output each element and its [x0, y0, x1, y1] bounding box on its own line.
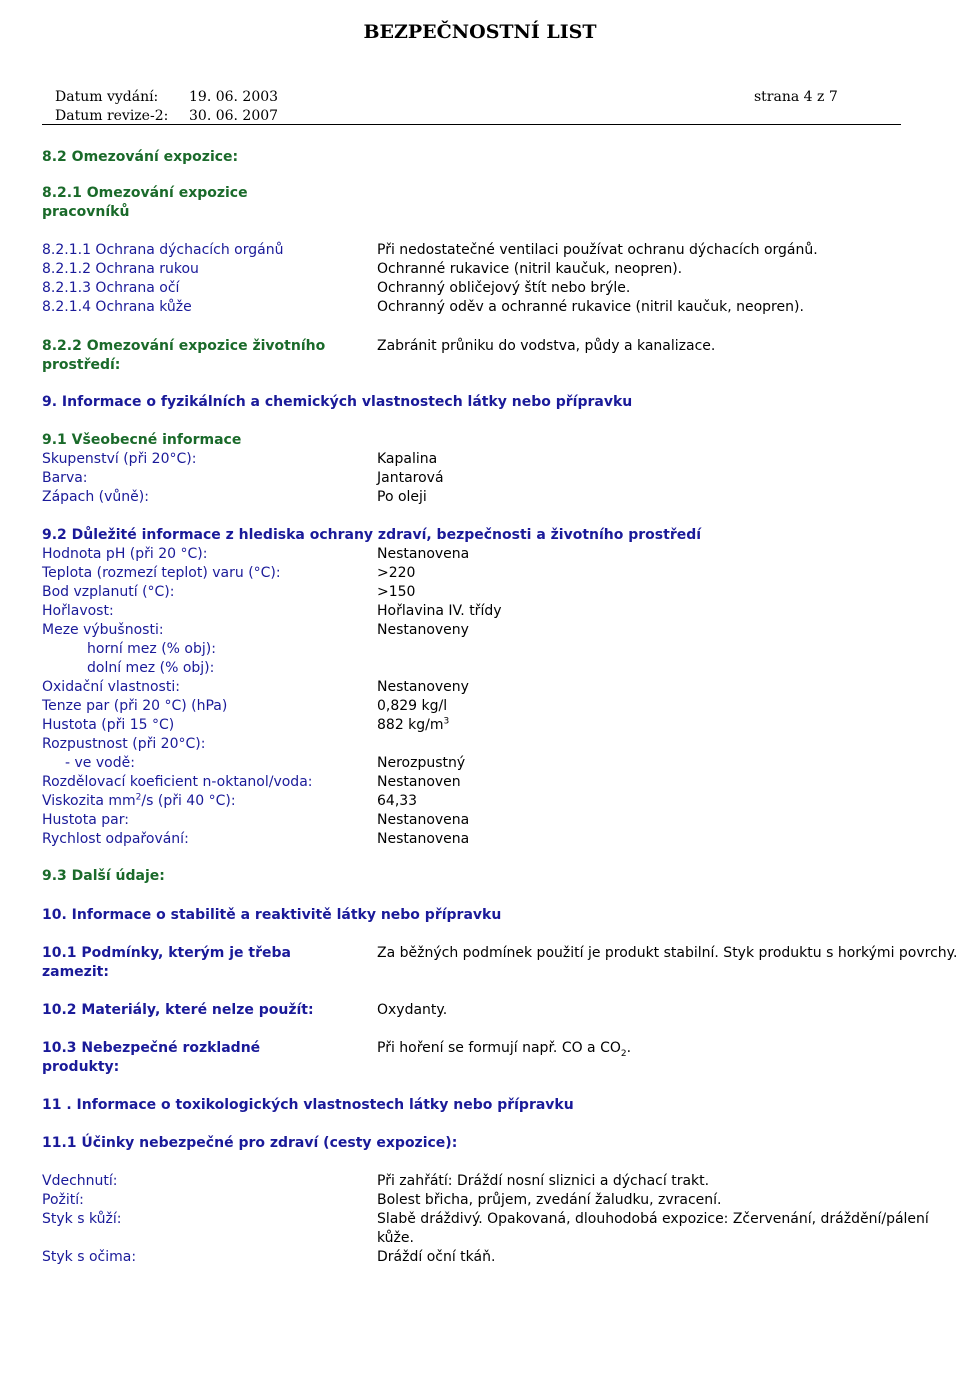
protection-label: 8.2.1.2 Ochrana rukou: [42, 261, 199, 277]
property-label: Rozpustnost (při 20°C):: [42, 736, 206, 752]
general-info-value: Kapalina: [377, 451, 438, 467]
health-effect-value: kůže.: [377, 1230, 414, 1246]
protection-value: Při nedostatečné ventilaci používat ochranu dýchacích orgánů.: [377, 242, 818, 258]
property-label: dolní mez (% obj):: [87, 660, 215, 676]
section-10-1-label-cont: zamezit:: [42, 964, 109, 980]
section-8-2-1-heading-cont: pracovníků: [42, 204, 130, 220]
property-label: Meze výbušnosti:: [42, 622, 164, 638]
general-info-value: Jantarová: [377, 470, 444, 486]
general-info-label: Zápach (vůně):: [42, 489, 149, 505]
property-value: Nestanovena: [377, 812, 470, 828]
section-11-heading: 11 . Informace o toxikologických vlastnostech látky nebo přípravku: [42, 1097, 574, 1113]
property-value: Nestanoveny: [377, 679, 469, 695]
property-value: >150: [377, 584, 416, 600]
property-value: Nestanovena: [377, 831, 470, 847]
document-title: BEZPEČNOSTNÍ LIST: [363, 21, 597, 43]
health-effect-value: Dráždí oční tkáň.: [377, 1249, 496, 1265]
property-value: >220: [377, 565, 416, 581]
health-effect-value: Bolest břicha, průjem, zvedání žaludku, zvracení.: [377, 1192, 722, 1208]
section-9-1-heading: 9.1 Všeobecné informace: [42, 432, 242, 448]
property-value: Nestanoven: [377, 774, 461, 790]
section-10-heading: 10. Informace o stabilitě a reaktivitě látky nebo přípravku: [42, 907, 502, 923]
property-value: Nerozpustný: [377, 755, 466, 771]
header-rule: [42, 124, 901, 125]
property-value: 0,829 kg/l: [377, 698, 448, 714]
general-info-value: Po oleji: [377, 489, 427, 505]
section-10-3-label-cont: produkty:: [42, 1059, 120, 1075]
property-value: Nestanovena: [377, 546, 470, 562]
protection-label: 8.2.1.3 Ochrana očí: [42, 280, 180, 296]
protection-label: 8.2.1.4 Ochrana kůže: [42, 299, 192, 315]
property-label: Viskozita $mm^2/s$ (při 40 °C):: [42, 792, 236, 809]
property-value: Hořlavina IV. třídy: [377, 603, 502, 619]
section-10-3-value: Při hoření se formují např. CO a $CO_2$.: [377, 1040, 632, 1059]
protection-value: Ochranný obličejový štít nebo brýle.: [377, 280, 631, 296]
page-number: strana 4 z 7: [754, 89, 838, 105]
property-label: horní mez (% obj):: [87, 641, 216, 657]
property-label: Hodnota pH (při 20 °C):: [42, 546, 208, 562]
protection-value: Ochranný oděv a ochranné rukavice (nitril kaučuk, neopren).: [377, 299, 804, 315]
section-11-1-heading: 11.1 Účinky nebezpečné pro zdraví (cesty expozice):: [42, 1135, 458, 1151]
section-10-1-label: 10.1 Podmínky, kterým je třeba: [42, 945, 291, 961]
property-value: 64,33: [377, 793, 418, 809]
revision-date-label: Datum revize-2:: [55, 108, 169, 124]
health-effect-label: Styk s očima:: [42, 1249, 137, 1265]
property-value: Nestanoveny: [377, 622, 469, 638]
health-effect-value: Slabě dráždivý. Opakovaná, dlouhodobá expozice: Zčervenání, dráždění/pálení: [377, 1211, 929, 1227]
protection-value: Ochranné rukavice (nitril kaučuk, neopren).: [377, 261, 683, 277]
health-effect-label: Vdechnutí:: [42, 1173, 118, 1189]
section-8-2-1-heading: 8.2.1 Omezování expozice: [42, 185, 248, 201]
section-8-2-heading: 8.2 Omezování expozice:: [42, 149, 239, 165]
health-effect-label: Požití:: [42, 1192, 84, 1208]
property-label: Oxidační vlastnosti:: [42, 679, 180, 695]
property-label: Hořlavost:: [42, 603, 114, 619]
health-effect-value: Při zahřátí: Dráždí nosní sliznici a dýchací trakt.: [377, 1173, 710, 1189]
section-9-3-heading: 9.3 Další údaje:: [42, 868, 165, 884]
property-label: Bod vzplanutí (°C):: [42, 584, 175, 600]
environment-exposure-value: Zabránit průniku do vodstva, půdy a kanalizace.: [377, 338, 716, 354]
property-label: Hustota par:: [42, 812, 129, 828]
issue-date: 19. 06. 2003: [189, 89, 279, 105]
general-info-label: Barva:: [42, 470, 88, 486]
section-10-2-label: 10.2 Materiály, které nelze použít:: [42, 1002, 314, 1018]
section-10-3-label: 10.3 Nebezpečné rozkladné: [42, 1040, 261, 1056]
property-label: Rozdělovací koeficient n-oktanol/voda:: [42, 774, 313, 790]
protection-label: 8.2.1.1 Ochrana dýchacích orgánů: [42, 242, 284, 258]
health-effect-label: Styk s kůží:: [42, 1211, 122, 1227]
property-label: Hustota (při 15 °C): [42, 717, 175, 733]
revision-date: 30. 06. 2007: [189, 108, 279, 124]
property-label: Rychlost odpařování:: [42, 831, 189, 847]
section-10-1-value: Za běžných podmínek použití je produkt stabilní. Styk produktu s horkými povrchy.: [377, 945, 958, 961]
property-value: 882 $kg/m^3$: [377, 716, 450, 733]
section-10-2-value: Oxydanty.: [377, 1002, 448, 1018]
property-label: - ve vodě:: [65, 755, 135, 771]
general-info-label: Skupenství (při 20°C):: [42, 451, 197, 467]
section-9-2-heading: 9.2 Důležité informace z hlediska ochrany zdraví, bezpečnosti a životního prostředí: [42, 527, 702, 543]
section-9-heading: 9. Informace o fyzikálních a chemických vlastnostech látky nebo přípravku: [42, 394, 633, 410]
property-label: Teplota (rozmezí teplot) varu (°C):: [42, 565, 281, 581]
section-8-2-2-heading-cont: prostředí:: [42, 357, 121, 373]
issue-date-label: Datum vydání:: [55, 89, 159, 105]
property-label: Tenze par (při 20 °C) (hPa): [42, 698, 228, 714]
section-8-2-2-heading: 8.2.2 Omezování expozice životního: [42, 338, 326, 354]
